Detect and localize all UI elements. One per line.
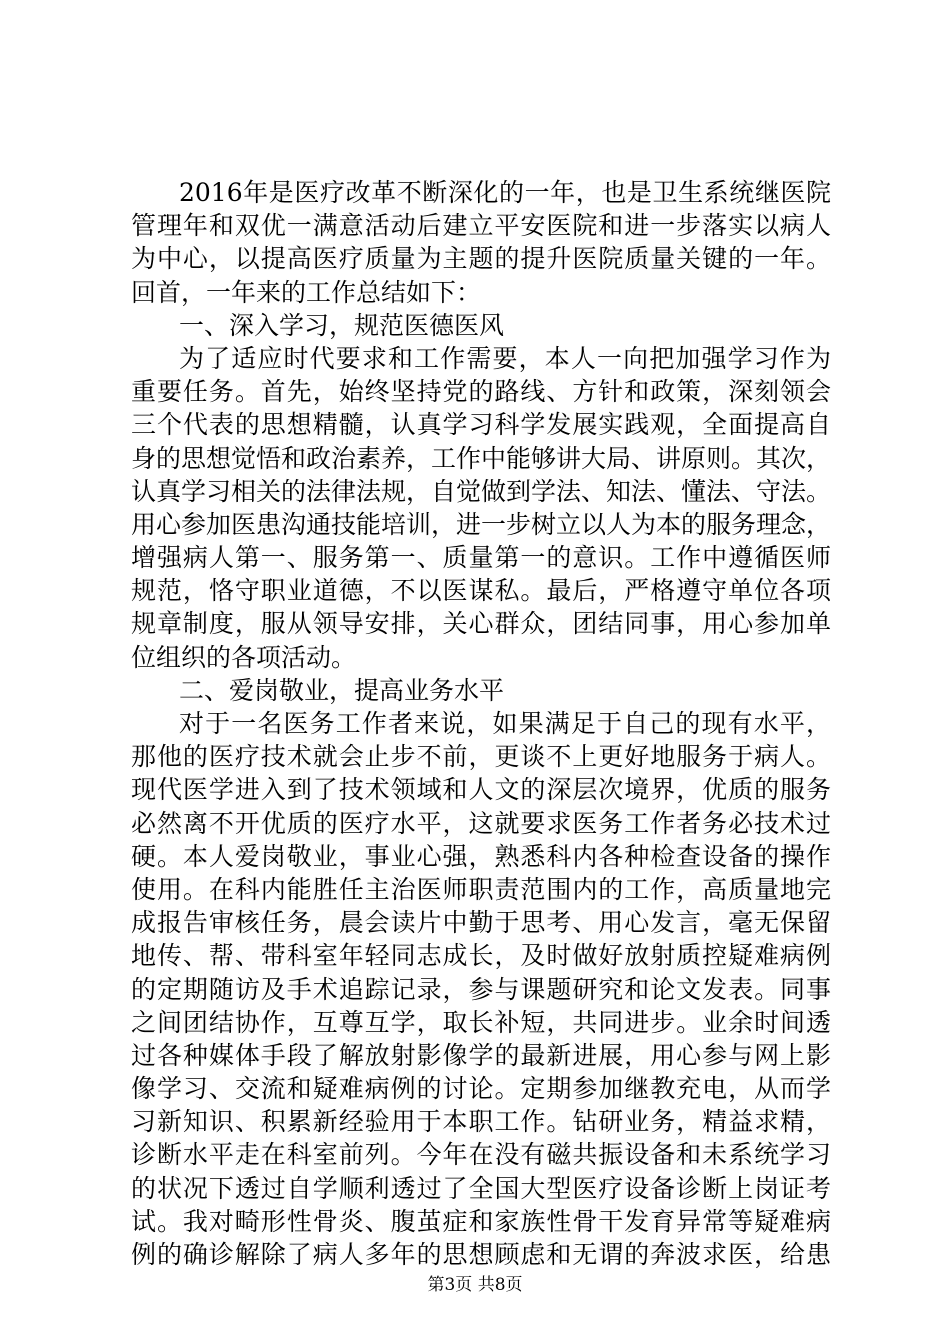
text-line: 为中心，以提高医疗质量为主题的提升医院质量关键的一年。 <box>131 244 831 274</box>
text-line: 身的思想觉悟和政治素养，工作中能够讲大局、讲原则。其次， <box>131 443 831 473</box>
text-line: 规范，恪守职业道德，不以医谋私。最后，严格遵守单位各项 <box>131 576 831 606</box>
text-line: 习新知识、积累新经验用于本职工作。钻研业务，精益求精， <box>131 1107 831 1137</box>
text-line: 2016年是医疗改革不断深化的一年，也是卫生系统继医院 <box>179 178 831 207</box>
text-line: 像学习、交流和疑难病例的讨论。定期参加继教充电，从而学 <box>131 1074 831 1104</box>
text-line: 诊断水平走在科室前列。今年在没有磁共振设备和未系统学习 <box>131 1140 831 1170</box>
page-footer: 第3页 共8页 <box>427 1275 523 1295</box>
text-line: 对于一名医务工作者来说，如果满足于自己的现有水平， <box>179 709 831 738</box>
text-line: 地传、帮、带科室年轻同志成长，及时做好放射质控疑难病例 <box>131 941 831 971</box>
text-line: 必然离不开优质的医疗水平，这就要求医务工作者务必技术过 <box>131 808 831 838</box>
text-line: 一、深入学习，规范医德医风 <box>179 310 505 340</box>
text-line: 为了适应时代要求和工作需要，本人一向把加强学习作为 <box>179 343 831 373</box>
text-line: 成报告审核任务，晨会读片中勤于思考、用心发言，毫无保留 <box>131 908 831 938</box>
text-line: 管理年和双优一满意活动后建立平安医院和进一步落实以病人 <box>131 211 831 241</box>
text-line: 的状况下透过自学顺利透过了全国大型医疗设备诊断上岗证考 <box>131 1173 831 1203</box>
text-line: 回首，一年来的工作总结如下： <box>131 277 482 307</box>
text-line: 三个代表的思想精髓，认真学习科学发展实践观，全面提高自 <box>131 410 831 440</box>
text-line: 规章制度，服从领导安排，关心群众，团结同事，用心参加单 <box>131 609 831 639</box>
text-line: 二、爱岗敬业，提高业务水平 <box>179 675 505 705</box>
text-line: 试。我对畸形性骨炎、腹茧症和家族性骨干发育异常等疑难病 <box>131 1206 831 1236</box>
text-line: 重要任务。首先，始终坚持党的路线、方针和政策，深刻领会 <box>131 377 831 407</box>
text-line: 硬。本人爱岗敬业，事业心强，熟悉科内各种检查设备的操作 <box>131 841 831 871</box>
text-line: 使用。在科内能胜任主治医师职责范围内的工作，高质量地完 <box>131 874 831 904</box>
text-line: 过各种媒体手段了解放射影像学的最新进展，用心参与网上影 <box>131 1040 831 1070</box>
text-line: 增强病人第一、服务第一、质量第一的意识。工作中遵循医师 <box>131 543 831 573</box>
text-line: 例的确诊解除了病人多年的思想顾虑和无谓的奔波求医，给患 <box>131 1240 831 1269</box>
text-line: 现代医学进入到了技术领域和人文的深层次境界，优质的服务 <box>131 775 831 805</box>
text-line: 那他的医疗技术就会止步不前，更谈不上更好地服务于病人。 <box>131 742 831 772</box>
text-line: 之间团结协作，互尊互学，取长补短，共同进步。业余时间透 <box>131 1007 831 1037</box>
document-body <box>131 176 831 1271</box>
text-line: 认真学习相关的法律法规，自觉做到学法、知法、懂法、守法。 <box>131 476 831 506</box>
text-line: 用心参加医患沟通技能培训，进一步树立以人为本的服务理念， <box>131 509 831 539</box>
text-line: 的定期随访及手术追踪记录，参与课题研究和论文发表。同事 <box>131 974 831 1004</box>
text-line: 位组织的各项活动。 <box>131 642 357 672</box>
